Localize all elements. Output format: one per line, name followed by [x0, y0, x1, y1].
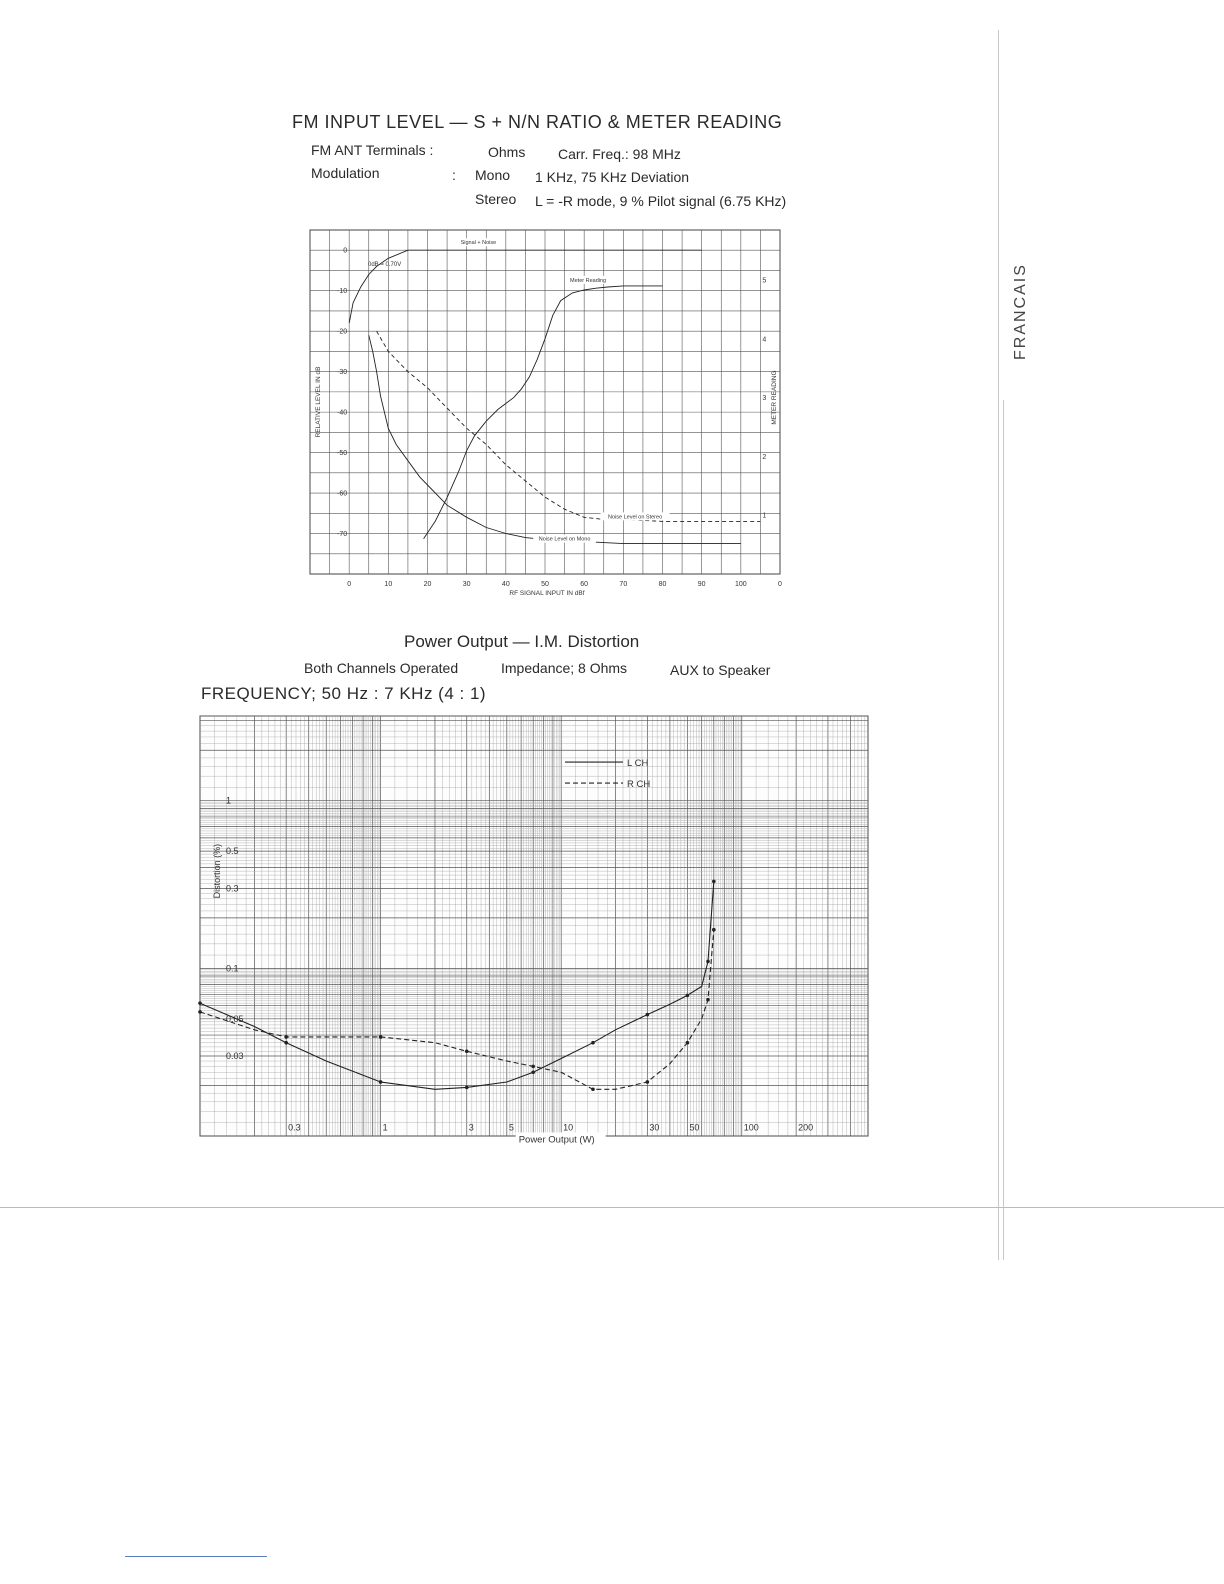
chart1-y2-tick: 1 — [762, 512, 767, 520]
chart1-x-tick: 70 — [619, 581, 628, 588]
chart1-y-tick: -20 — [337, 328, 348, 336]
chart1-y-tick: -10 — [337, 288, 348, 296]
chart1-grid — [310, 230, 780, 574]
spec-antenna-label: FM ANT Terminals : — [311, 142, 434, 158]
chart1-annotation: 0dB = 0.70V — [368, 262, 402, 268]
chart2-x-tick: 30 — [649, 1122, 660, 1133]
chart1-x-tick: 60 — [580, 581, 589, 588]
chart2-x-tick: 3 — [468, 1122, 474, 1133]
chart1-series-label: Noise Level on Stereo — [608, 514, 663, 521]
chart2-data-point — [591, 1087, 595, 1091]
chart2-data-point — [686, 1041, 690, 1045]
right-margin-rule — [998, 30, 999, 1260]
chart2-x-tick: 0.3 — [288, 1122, 301, 1133]
chart1-y2-tick: 4 — [762, 336, 767, 344]
chart2-y-tick: 1 — [226, 795, 232, 806]
chart2-y-tick: 0.05 — [226, 1013, 244, 1024]
chart1-x-tick: 10 — [384, 581, 393, 588]
chart2-data-point — [284, 1035, 288, 1039]
chart2-legend-label: R CH — [627, 779, 651, 791]
spec-colon: : — [452, 167, 456, 183]
chart2-title: Power Output — I.M. Distortion — [404, 632, 640, 651]
chart1-y-axis-title: RELATIVE LEVEL IN dB — [315, 366, 322, 438]
chart1-series-label: Noise Level on Mono — [538, 536, 591, 543]
chart2-data-point — [198, 1010, 202, 1014]
chart2-data-point — [706, 960, 710, 964]
chart2-y-tick: 0.5 — [226, 846, 239, 857]
chart1-series-line — [369, 335, 741, 543]
chart2-x-tick: 10 — [563, 1122, 574, 1133]
chart2-y-tick: 0.03 — [226, 1051, 244, 1062]
spec-modulation-label: Modulation — [311, 165, 380, 181]
spec-ohms: Ohms — [488, 144, 526, 160]
chart2-x-tick: 5 — [508, 1122, 514, 1133]
chart2-data-point — [706, 998, 710, 1002]
spec-stereo-label: Stereo — [475, 191, 517, 207]
chart1-x-tick: 100 — [734, 581, 747, 588]
chart1-y2-tick: 5 — [762, 277, 767, 285]
im-distortion-chart — [196, 710, 876, 1150]
spec-stereo-value: L = -R mode, 9 % Pilot signal (6.75 KHz) — [535, 193, 787, 209]
chart2-data-point — [284, 1041, 288, 1045]
bottom-rule — [125, 1556, 267, 1557]
chart2-x-tick: 50 — [689, 1122, 700, 1133]
chart2-x-tick: 200 — [798, 1122, 814, 1133]
chart1-series-label: Meter Reading — [570, 277, 607, 284]
chart2-y-tick: 0.3 — [226, 883, 239, 894]
right-margin-rule-inner — [1003, 400, 1004, 1260]
chart1-series — [349, 250, 760, 543]
chart1-x-tick: 90 — [697, 581, 706, 588]
chart1-y2-axis-title: METER READING — [771, 370, 778, 425]
chart2-legend-label: L CH — [627, 758, 649, 770]
chart2-x-tick: 100 — [743, 1122, 759, 1133]
chart1-x-tick: 50 — [541, 581, 549, 588]
cond-route: AUX to Speaker — [670, 662, 771, 678]
chart2-data-point — [646, 1080, 650, 1084]
chart1-y-tick: -40 — [337, 409, 348, 417]
fm-input-level-chart — [300, 222, 800, 602]
chart2-data-point — [379, 1080, 383, 1084]
chart2-data-point — [465, 1050, 469, 1054]
chart2-data-point — [531, 1065, 535, 1069]
chart1-x-tick: 0 — [347, 581, 352, 588]
side-language-label: FRANCAIS — [1012, 263, 1029, 360]
chart2-data-point — [686, 994, 690, 998]
chart1-y-tick: 0 — [343, 247, 348, 255]
spec-carrier-freq: Carr. Freq.: 98 MHz — [558, 146, 681, 162]
chart2-data-point — [712, 880, 716, 884]
spec-mono-label: Mono — [475, 167, 511, 183]
chart1-title: FM INPUT LEVEL — S + N/N RATIO & METER READING — [292, 112, 783, 132]
chart1-x-tick: 40 — [501, 581, 510, 588]
chart1-y-tick: -70 — [337, 531, 348, 539]
chart2-y-tick: 0.1 — [226, 963, 239, 974]
chart1-y2-tick: 2 — [762, 453, 767, 461]
chart2-data-point — [465, 1086, 469, 1090]
chart1-y-tick: -60 — [337, 490, 348, 498]
chart2-data-point — [646, 1013, 650, 1017]
chart1-y-tick: -50 — [337, 450, 348, 458]
chart1-x-tick: 0 — [778, 581, 782, 588]
chart2-data-point — [379, 1035, 383, 1039]
chart2-x-tick: 1 — [382, 1122, 388, 1133]
chart1-y2-tick: 3 — [762, 395, 767, 403]
chart2-y-axis-title: Distortion (%) — [212, 843, 222, 899]
chart1-x-axis-title: RF SIGNAL INPUT IN dBf — [509, 590, 585, 597]
chart2-x-axis-title: Power Output (W) — [518, 1134, 595, 1146]
chart1-x-tick: 80 — [658, 581, 667, 588]
chart2-data-point — [531, 1070, 535, 1074]
chart2-data-point — [591, 1041, 595, 1045]
chart1-series-label: Signal + Noise — [460, 240, 497, 247]
cond-impedance: Impedance; 8 Ohms — [501, 660, 628, 676]
chart2-data-point — [712, 928, 716, 932]
spec-mono-value: 1 KHz, 75 KHz Deviation — [535, 169, 690, 185]
page-fold-line — [0, 1207, 1224, 1208]
frequency-label: FREQUENCY; 50 Hz : 7 KHz (4 : 1) — [201, 684, 487, 703]
chart2-data-point — [198, 1001, 202, 1005]
cond-channels: Both Channels Operated — [304, 660, 459, 676]
chart1-x-tick: 20 — [423, 581, 432, 588]
chart1-y-tick: -30 — [337, 369, 348, 377]
chart1-x-tick: 30 — [462, 581, 471, 588]
